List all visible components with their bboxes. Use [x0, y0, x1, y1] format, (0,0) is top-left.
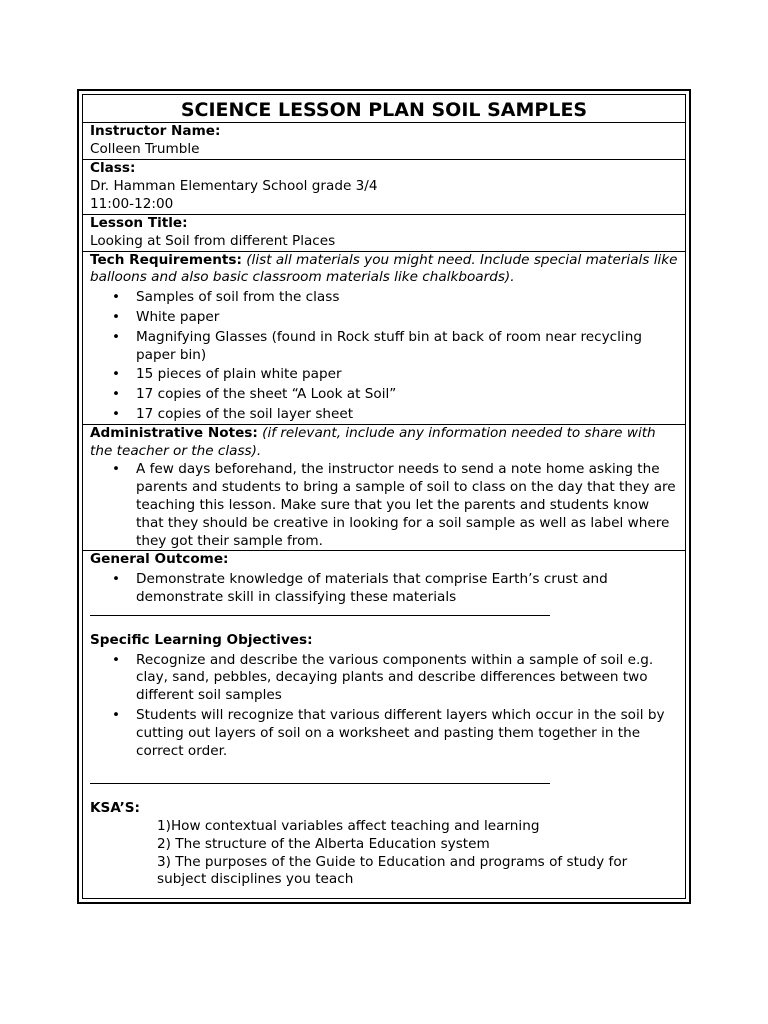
lesson-plan-table: [82, 94, 686, 899]
lesson-title-section: [83, 214, 685, 251]
ksa-item: 1)How contextual variables affect teaching and learning: [157, 818, 540, 835]
administrative-notes-section: [83, 424, 685, 551]
list-item: • Demonstrate knowledge of materials that comprise Earth’s crust and demonstrate skill in classifying these materials: [136, 571, 680, 607]
specific-objectives-label: Specific Learning Objectives:: [90, 631, 313, 648]
outcomes-section: [83, 550, 685, 898]
list-item: • 15 pieces of plain white paper: [136, 366, 680, 384]
document-title: SCIENCE LESSON PLAN SOIL SAMPLES: [180, 99, 588, 121]
lesson-plan-document: [77, 89, 691, 904]
lesson-title-value: Looking at Soil from different Places: [90, 232, 336, 249]
list-item: • Students will recognize that various different layers which occur in the soil by cutting out layers of soil on a worksheet and pasting them together in the correct order.: [136, 707, 680, 760]
list-item: • 17 copies of the sheet “A Look at Soil”: [136, 386, 680, 404]
tech-requirements-heading: [90, 252, 680, 288]
specific-objectives-list: [90, 652, 680, 761]
administrative-notes-note: (if relevant, include any information needed to share with the teacher or the class).: [90, 424, 656, 459]
list-item: • 17 copies of the soil layer sheet: [136, 406, 680, 424]
general-outcome-label: General Outcome:: [90, 551, 229, 568]
ksa-item: 2) The structure of the Alberta Education system: [157, 835, 490, 852]
general-outcome-list: [90, 571, 680, 607]
divider: [90, 615, 550, 616]
list-item: • White paper: [136, 309, 680, 327]
tech-requirements-note: (list all materials you might need. Include special materials like balloons and also basic classroom materials like chalkboards).: [90, 251, 678, 286]
class-section: [83, 159, 685, 214]
ksa-label: KSA’S:: [90, 800, 140, 817]
ksa-item: 3) The purposes of the Guide to Education and programs of study for subject disciplines you teach: [157, 853, 628, 888]
list-item: • Recognize and describe the various components within a sample of soil e.g. clay, sand, pebbles, decaying plants and describe differences between two different soil samples: [136, 652, 680, 705]
instructor-value: Colleen Trumble: [90, 140, 200, 157]
lesson-title-label: Lesson Title:: [90, 214, 188, 231]
administrative-notes-label: Administrative Notes:: [90, 424, 258, 441]
tech-requirements-section: [83, 251, 685, 424]
administrative-notes-list: [90, 461, 680, 550]
instructor-section: [83, 122, 685, 159]
class-time: 11:00-12:00: [90, 196, 174, 213]
tech-requirements-list: [90, 289, 680, 424]
list-item: • Magnifying Glasses (found in Rock stuff bin at back of room near recycling paper bin): [136, 329, 680, 365]
administrative-notes-heading: [90, 425, 680, 461]
class-label: Class:: [90, 159, 136, 176]
list-item: • A few days beforehand, the instructor needs to send a note home asking the parents and students to bring a sample of soil to class on the day that they are teaching this lesson. Make sure that you let the parents and students know that they should be creative in looking for a soil sample as well as label where they got their sample from.: [136, 461, 680, 550]
divider: [90, 783, 550, 784]
class-school: Dr. Hamman Elementary School grade 3/4: [90, 178, 378, 195]
tech-requirements-label: Tech Requirements:: [90, 251, 242, 268]
instructor-label: Instructor Name:: [90, 123, 221, 139]
list-item: • Samples of soil from the class: [136, 289, 680, 307]
